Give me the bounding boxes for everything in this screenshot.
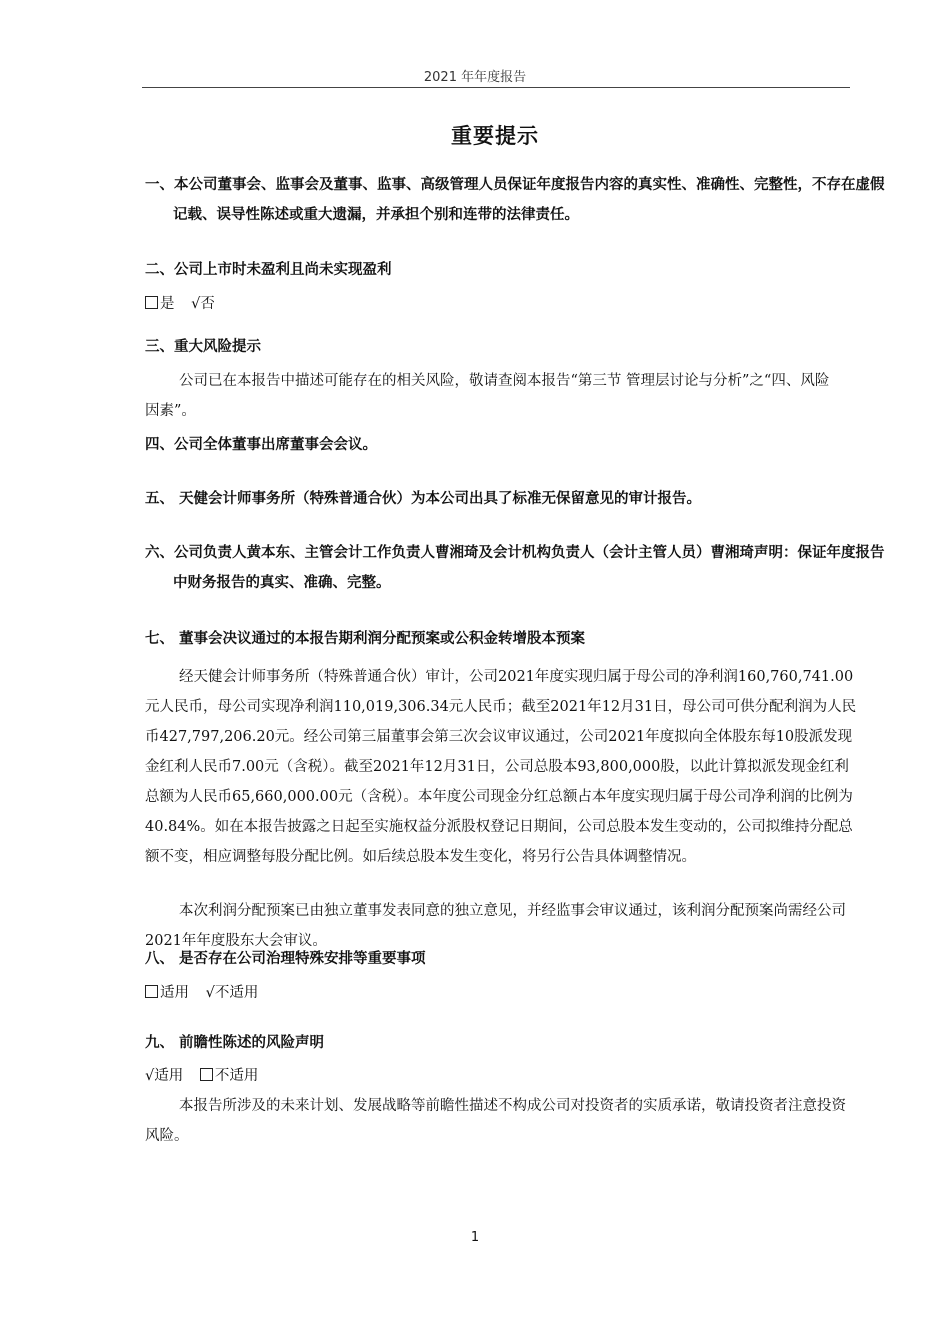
checkbox-empty-icon	[145, 985, 158, 998]
item-3-heading: 三、重大风险提示	[145, 339, 261, 355]
item-9-body: 本报告所涉及的未来计划、发展战略等前瞻性描述不构成公司对投资者的实质承诺，敬请投资者注意投资风险。	[145, 1098, 846, 1144]
item-2-options	[145, 289, 857, 319]
item-9-heading: 九、 前瞻性陈述的风险声明	[145, 1035, 325, 1051]
header-rule	[142, 87, 850, 88]
page-title: 重要提示	[451, 124, 539, 148]
option-no: √否	[191, 296, 215, 312]
option-yes-label: 是	[160, 296, 175, 312]
option-applicable-label: 适用	[160, 985, 189, 1001]
item-7-body-1: 经天健会计师事务所（特殊普通合伙）审计，公司2021年度实现归属于母公司的净利润160,760,741.00元人民币，母公司实现净利润110,019,306.34元人民币；截至2021年12月31日，母公司可供分配利润为人民币427,797,206.20元。经公司第三届董事会第三次会议审议通过，公司2021年度拟向全体股东每10股派发现金红利人民币7.00元（含税）。截至2021年12月31日，公司总股本93,800,000股，以此计算拟派发现金红利总额为人民币65,660,000.00元（含税）。本年度公司现金分红总额占本年度实现归属于母公司净利润的比例为40.84%。如在本报告披露之日起至实施权益分派股权登记日期间，公司总股本发生变动的，公司拟维持分配总额不变，相应调整每股分配比例。如后续总股本发生变化，将另行公告具体调整情况。	[145, 669, 857, 865]
checkbox-empty-icon	[200, 1068, 213, 1081]
item-7-body-2: 本次利润分配预案已由独立董事发表同意的独立意见，并经监事会审议通过，该利润分配预案尚需经公司2021年年度股东大会审议。	[145, 903, 846, 949]
page-number: 1	[470, 1230, 480, 1245]
item-2-heading: 二、公司上市时未盈利且尚未实现盈利	[145, 262, 392, 278]
checkbox-empty-icon	[145, 296, 158, 309]
item-7-heading: 七、 董事会决议通过的本报告期利润分配预案或公积金转增股本预案	[145, 631, 586, 647]
item-6-statement: 六、公司负责人黄本东、主管会计工作负责人曹湘琦及会计机构负责人（会计主管人员）曹湘琦声明：保证年度报告中财务报告的真实、准确、完整。	[145, 545, 885, 591]
option-applicable	[145, 985, 189, 1001]
item-8-options	[145, 978, 857, 1008]
item-3-body: 公司已在本报告中描述可能存在的相关风险，敬请查阅本报告“第三节 管理层讨论与分析”之“四、风险因素”。	[145, 373, 830, 419]
running-header: 2021 年年度报告	[423, 70, 527, 85]
item-8-heading: 八、 是否存在公司治理特殊安排等重要事项	[145, 951, 426, 967]
item-5-statement: 五、 天健会计师事务所（特殊普通合伙）为本公司出具了标准无保留意见的审计报告。	[145, 491, 702, 507]
option-not-applicable: √不适用	[205, 985, 259, 1001]
item-9-options	[145, 1061, 857, 1091]
option-not-applicable	[200, 1068, 259, 1084]
option-yes	[145, 296, 175, 312]
option-not-applicable-label: 不适用	[214, 1068, 259, 1084]
item-1-statement: 一、本公司董事会、监事会及董事、监事、高级管理人员保证年度报告内容的真实性、准确性、完整性，不存在虚假记载、误导性陈述或重大遗漏，并承担个别和连带的法律责任。	[145, 177, 885, 223]
item-4-statement: 四、公司全体董事出席董事会会议。	[145, 437, 377, 453]
option-applicable: √适用	[145, 1068, 184, 1084]
